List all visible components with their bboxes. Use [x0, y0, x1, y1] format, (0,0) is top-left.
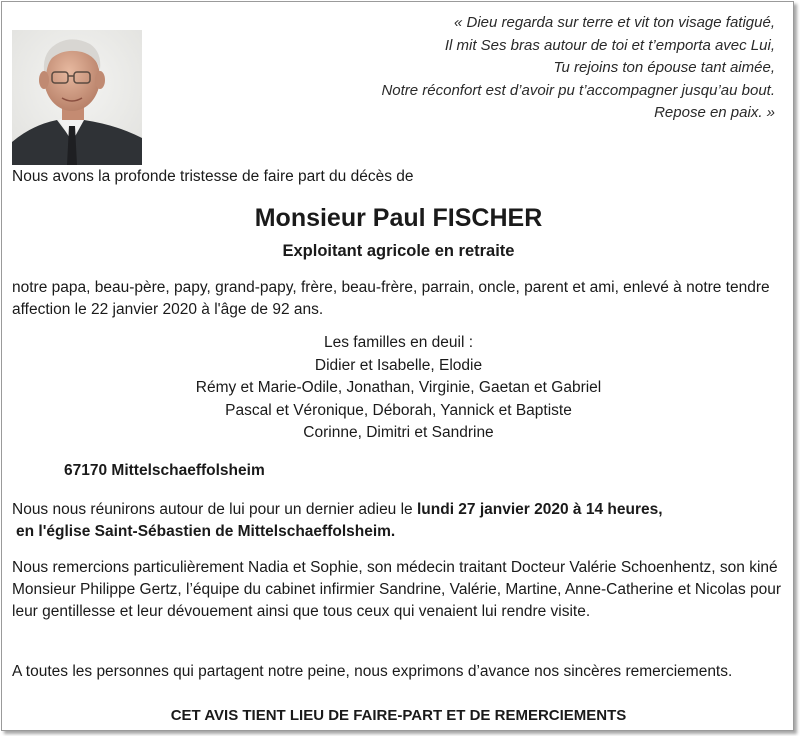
poem — [305, 12, 775, 125]
poem-line: Tu rejoins ton épouse tant aimée, — [553, 59, 775, 77]
family-line: Didier et Isabelle, Elodie — [314, 356, 483, 374]
poem-line: Repose en paix. » — [654, 104, 775, 122]
relations-text: notre papa, beau-père, papy, grand-papy, frère, beau-frère, parrain, oncle, parent et ami, enlevé à notre tendre affection le 22 janvier 2020 à l'âge de 92 ans. — [12, 279, 770, 318]
poem-line: Il mit Ses bras autour de toi et t’emporta avec Lui, — [444, 36, 775, 54]
address: 67170 Mittelschaeffolsheim — [64, 462, 265, 479]
ceremony-datetime: lundi 27 janvier 2020 à 14 heures, — [416, 501, 663, 518]
family-line: Corinne, Dimitri et Sandrine — [303, 424, 494, 441]
ceremony-prefix: Nous nous réunirons autour de lui pour un dernier adieu le — [12, 501, 417, 518]
general-thanks-text: A toutes les personnes qui partagent notre peine, nous exprimons d’avance nos sincères remerciements. — [12, 663, 733, 680]
families-heading: Les familles en deuil : — [323, 334, 474, 351]
footer-notice: CET AVIS TIENT LIEU DE FAIRE-PART ET DE REMERCIEMENTS — [170, 707, 627, 724]
poem-line: « Dieu regarda sur terre et vit ton visage fatigué, — [453, 14, 775, 31]
ceremony-location: en l'église Saint-Sébastien de Mittelschaeffolsheim. — [16, 523, 396, 540]
obituary-notice — [1, 1, 794, 731]
portrait-photo — [12, 30, 142, 165]
families-list — [2, 332, 795, 445]
portrait-image — [12, 30, 142, 165]
intro-text: Nous avons la profonde tristesse de faire part du décès de — [12, 168, 414, 185]
family-line: Rémy et Marie-Odile, Jonathan, Virginie, Gaetan et Gabriel — [195, 379, 602, 396]
poem-line: Notre réconfort est d’avoir pu t’accompagner jusqu’au bout. — [381, 81, 775, 99]
ceremony-text — [12, 499, 784, 543]
deceased-name: Monsieur Paul FISCHER — [254, 204, 543, 232]
family-line: Pascal et Véronique, Déborah, Yannick et Baptiste — [225, 401, 572, 419]
deceased-profession: Exploitant agricole en retraite — [282, 242, 515, 260]
thanks-text: Nous remercions particulièrement Nadia et Sophie, son médecin traitant Docteur Valérie Schoenhentz, son kiné Monsieur Philippe Gertz, l’équipe du cabinet infirmier Sandrine, Valérie, Martine, Anne-Catherine et Nicolas pour leur gentillesse et leur dévouement ainsi que tous ceux qui venaient lui rendre visite. — [12, 559, 782, 620]
